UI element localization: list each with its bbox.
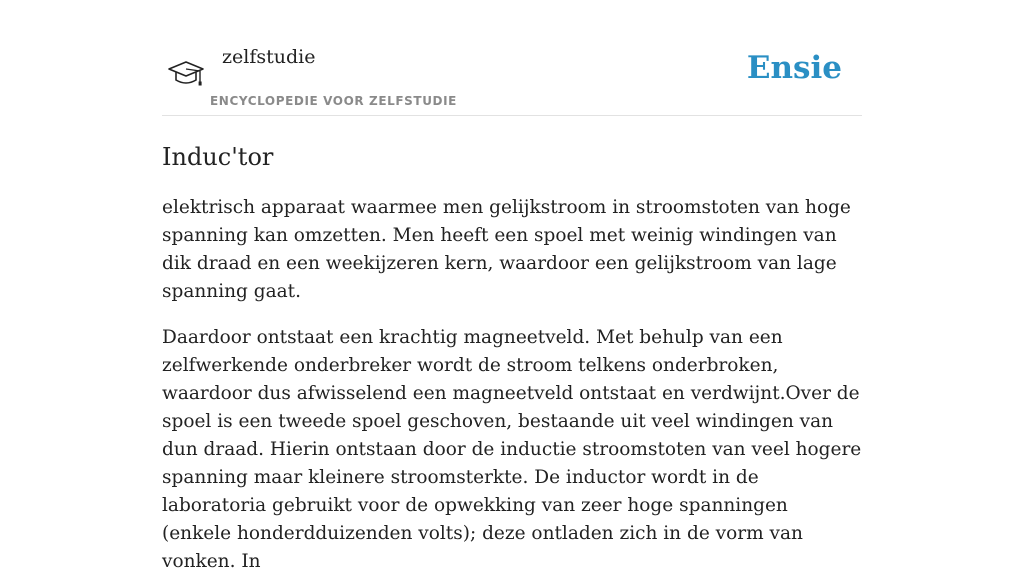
article-title: Induc'tor [162,143,274,171]
graduation-cap-icon[interactable] [166,58,206,90]
article-paragraph: elektrisch apparaat waarmee men gelijkstroom in stroomstoten van hoge spanning kan omzetten. Men heeft een spoel met weinig windingen van dik draad en een weekijzeren kern, waardoor een gelijkstroom van lage spanning gaat. [162,197,851,302]
ensie-brand-link[interactable]: Ensie [746,50,842,86]
site-tagline: ENCYCLOPEDIE VOOR ZELFSTUDIE [210,94,457,108]
site-name[interactable]: zelfstudie [222,46,316,68]
page [162,0,862,576]
article-paragraph: Daardoor ontstaat een krachtig magneetveld. Met behulp van een zelfwerkende onderbreker wordt de stroom telkens onderbroken, waardoor dus afwisselend een magneetveld ontstaat en verdwijnt.Over de spoel is een tweede spoel geschoven, bestaande uit veel windingen van dun draad. Hierin ontstaan door de inductie stroomstoten van veel hogere spanning maar kleinere stroomsterkte. De inductor wordt in de laboratoria gebruikt voor de opwekking van zeer hoge spanningen (enkele honderdduizenden volts); deze ontladen zich in de vorm van vonken. In [162,327,862,572]
article [162,142,862,576]
site-header [162,0,862,116]
